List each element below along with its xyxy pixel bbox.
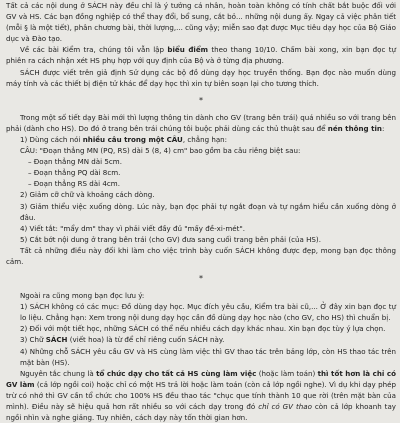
example-item: – Đoạn thẳng RS dài 4cm. [28,179,120,189]
compression-paragraph: Trong một số tiết dạy Bài mới thì lượng thông tin dành cho GV (trang bên trái) quá nhiều so với trang bên phải (dành cho HS). Do đó ở trang bên trái chúng tôi buộc phải dùng các thủ thuật sau để nén thông tin: [6,112,396,133]
bold-term: nhiều câu trong một CÂU [82,134,183,144]
apology-paragraph: Tất cả những điều này đối khi làm cho việc trình bày cuốn SÁCH không được đẹp, mong bạn đọc thông cảm. [6,245,396,266]
list-item: 3) Giảm thiểu việc xuống dòng. Lúc này, bạn đọc phải tự ngắt đoạn và tự ngắm hiểu cần xuống dòng ở đâu. [20,201,396,222]
notes-intro: Ngoài ra cũng mong bạn đọc lưu ý: [20,291,145,301]
equipment-paragraph: SÁCH được viết trên giả định Sử dụng các bộ đồ dùng dạy học truyền thống. Bạn đọc nào muốn dùng máy tính và các thiết bị điện tử khác để dạy học thì xin tự biên soạn lại cho tương thích. [6,67,396,88]
bold-term: nén thông tin [327,123,382,133]
note-item: 3) Chữ SÁCH (viết hoa) là từ để chỉ riêng cuốn SÁCH này. [20,335,225,345]
note-item: 4) Những chỗ SÁCH yêu cầu GV và HS cùng làm việc thì GV thao tác trên bảng lớp, còn HS thao tác trên mặt bàn (HS). [20,346,396,367]
section-separator: * [199,95,203,105]
list-item: 2) Giảm cỡ chữ và khoảng cách dòng. [20,190,155,200]
bold-term: biểu điểm [167,45,209,55]
example-item: – Đoạn thẳng MN dài 5cm. [28,157,122,167]
list-item: 4) Viết tắt: "mẩy dm" thay vì phải viết đầy đủ "mấy đề-xi-mét". [20,223,245,233]
example-sentence: CÂU: "Đoạn thẳng MN (PQ, RS) dài 5 (8, 4) cm" bao gồm ba câu riêng biệt sau: [20,146,301,156]
list-item: 5) Cắt bớt nội dung ở trang bên trái (cho GV) đưa sang cuối trang bên phải (của HS). [20,234,321,244]
bold-term: SÁCH [45,335,68,345]
note-item: 1) SÁCH không có các mục: Đồ dùng dạy học. Mục đích yêu cầu, Kiểm tra bài cũ,... Ở đây xin bạn đọc tự lo liệu. Chẳng hạn: Xem trong nội dung dạy học cần đồ dùng dạy học nào (cho GV, cho HS) thì chuẩn bị. [20,302,396,323]
section-separator: * [199,274,203,284]
bold-term: tổ chức dạy cho tất cả HS cùng làm việc [96,368,257,378]
principle-paragraph: Nguyên tắc chung là tổ chức dạy cho tất cả HS cùng làm việc (hoặc làm toán) thì tốt hơn là chỉ có GV làm (cả lớp ngồi coi) hoặc chỉ có một HS trả lời hoặc làm toán (còn cả lớp ngồi nghe). Vì dụ khi dạy phép trừ có nhớ thì GV cần tổ chức cho 100% HS đều thao tác "chục que tính thành 10 que rời (trên mặt bàn của mình). Điều này sẽ hiệu quả hơn rất nhiều so với cách dạy trong đó chỉ có GV thao còn cả lớp khoanh tay ngồi nhìn và nghe giảng. Tuy nhiên, cách dạy này tốn thời gian hơn. [6,368,397,423]
italic-term: chỉ có GV thao [258,402,312,411]
grading-paragraph: Về các bài Kiểm tra, chúng tôi vẫn lập biểu điểm theo thang 10/10. Chấm bài xong, xin bạn đọc tự phiên ra cách nhận xét HS phụ hợp với quy định của Bộ và ở từng địa phương. [6,45,396,66]
list-item: 1) Dùng cách nói nhiều câu trong một CÂU, chẳng hạn: [20,134,228,144]
bold-term: thì tốt hơn là chỉ có GV làm [6,368,396,389]
intro-paragraph: Tất cả các nội dung ở SÁCH này đều chỉ là ý tưởng cá nhân, hoàn toàn không có tính chất bắt buộc đối với GV và HS. Các bạn đồng nghiệp có thể thay đổi, bổ sung, cắt bỏ... những nội dung ấy. Ngay cả việc phân tiết (mỗi § là một tiết), phân chương bài, thời lượng,... cũng vậy; miễn sao đạt được Mục tiêu dạy học của Bộ Giáo dục và Đào tạo. [6,1,397,44]
example-item: – Đoạn thẳng PQ dài 8cm. [28,168,121,178]
note-item: 2) Đối với một tiết học, những SÁCH có thể nếu nhiều cách dạy khác nhau. Xin bạn đọc tùy ý lựa chọn. [20,324,386,334]
